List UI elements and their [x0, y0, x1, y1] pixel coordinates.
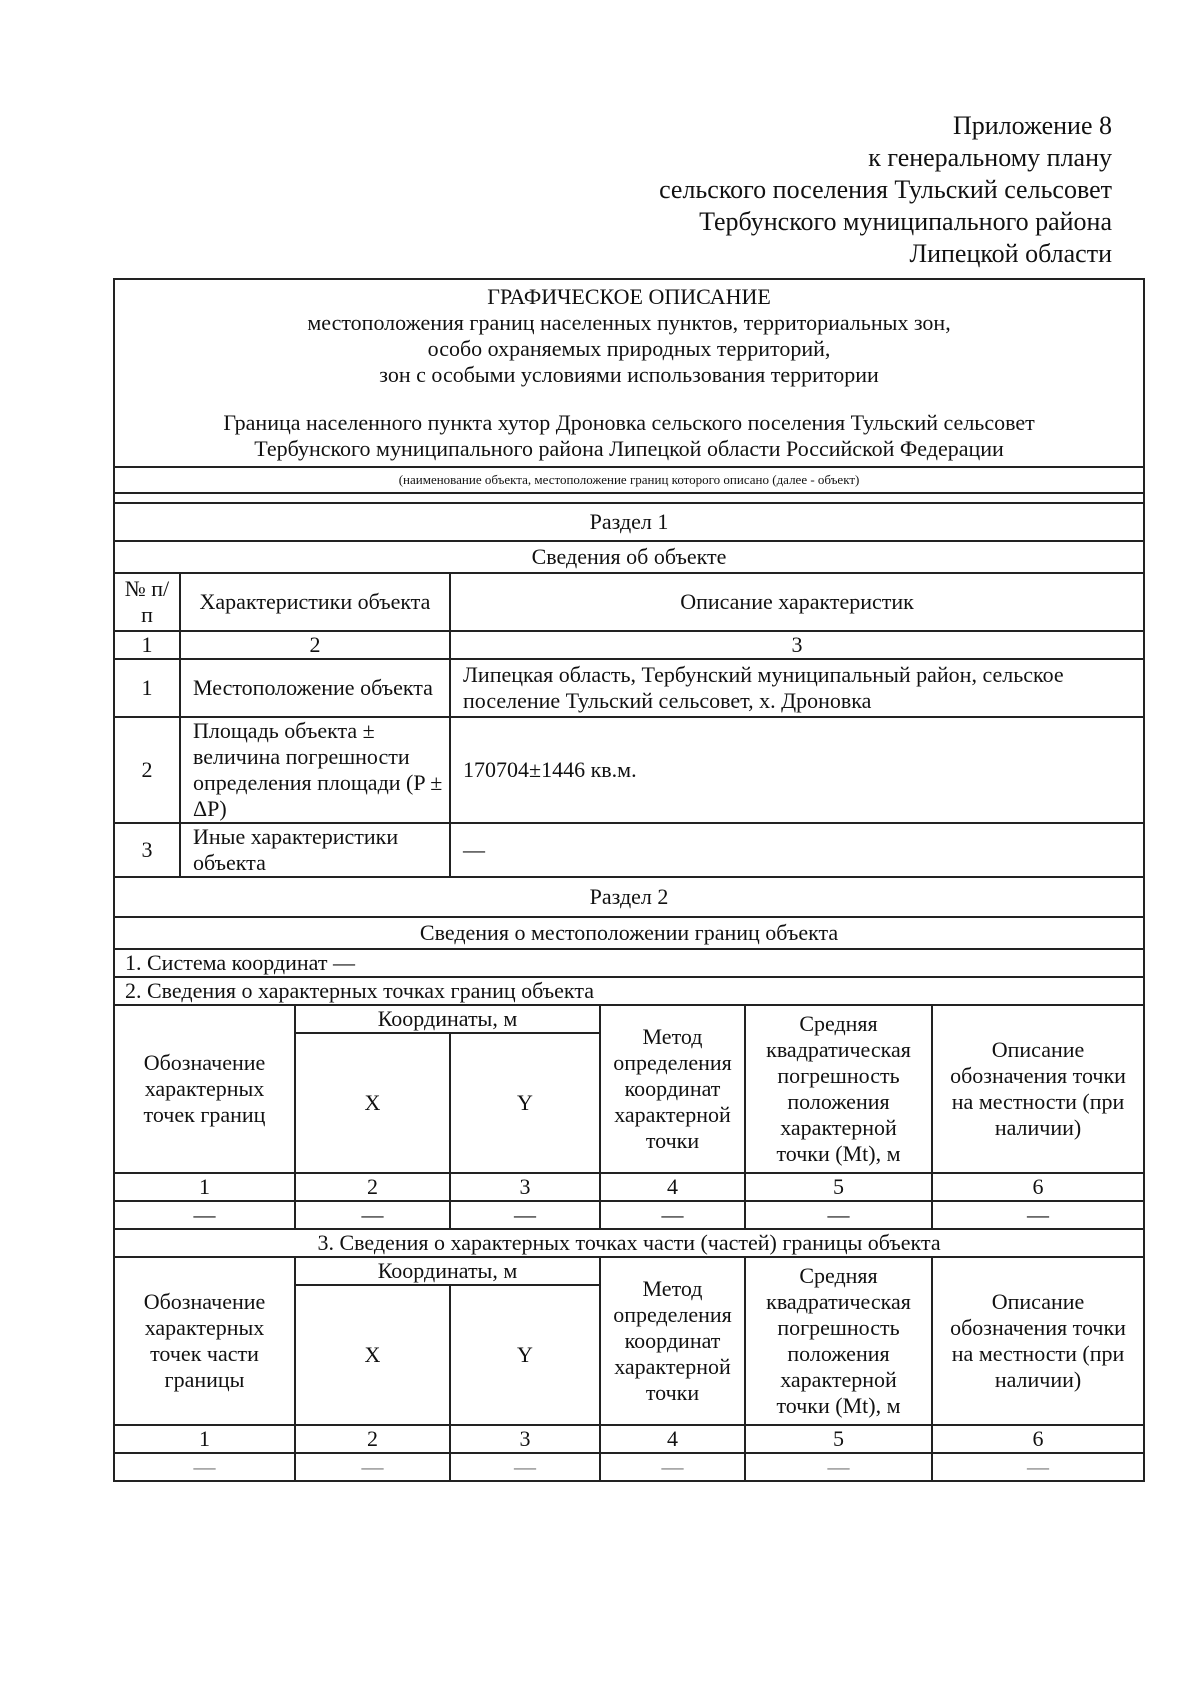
s1-header-num: № п/п [114, 573, 180, 631]
table-row [114, 659, 1144, 717]
row-value: — [450, 823, 1144, 877]
appendix-line: Тербунского муниципального района [699, 207, 1112, 236]
t2-h-desc: Описание обозначения точки на местности (при наличии) [932, 1257, 1144, 1425]
t1-cell: — [745, 1201, 932, 1229]
appendix-line: Приложение 8 [952, 111, 1112, 140]
t2-cell: — [295, 1453, 450, 1481]
appendix-line: сельского поселения Тульский сельсовет [659, 175, 1112, 204]
document-subtitle-line: местоположения границ населенных пунктов, территориальных зон, [307, 310, 951, 335]
t2-h-designation: Обозначение характерных точек части границы [114, 1257, 295, 1425]
coordinate-system: 1. Система координат — [114, 949, 1144, 977]
appendix-line: к генеральному плану [868, 143, 1112, 172]
s1-colnum: 2 [180, 631, 450, 659]
s1-colnum: 3 [450, 631, 1144, 659]
table-row [114, 823, 1144, 877]
t2-colnum: 1 [114, 1425, 295, 1453]
t1-colnum: 3 [450, 1173, 600, 1201]
t1-colnum: 6 [932, 1173, 1144, 1201]
document-subtitle-line: зон с особыми условиями использования территории [379, 362, 879, 387]
table-row [114, 1453, 1144, 1481]
section1-subtitle: Сведения об объекте [114, 541, 1144, 573]
t2-h-x: X [295, 1285, 450, 1425]
t2-h-error: Средняя квадратическая погрешность положения характерной точки (Mt), м [745, 1257, 932, 1425]
t2-colnum: 4 [600, 1425, 745, 1453]
points-title: 2. Сведения о характерных точках границ объекта [114, 977, 1144, 1005]
t1-cell: — [450, 1201, 600, 1229]
row-value: Липецкая область, Тербунский муниципальный район, сельское поселение Тульский сельсовет, х. Дроновка [450, 659, 1144, 717]
t2-cell: — [745, 1453, 932, 1481]
t1-colnum: 5 [745, 1173, 932, 1201]
t1-h-x: X [295, 1033, 450, 1173]
section1-title: Раздел 1 [114, 503, 1144, 541]
t2-cell: — [450, 1453, 600, 1481]
graphic-description-table [113, 278, 1145, 1482]
t1-h-desc: Описание обозначения точки на местности (при наличии) [932, 1005, 1144, 1173]
t2-colnum: 5 [745, 1425, 932, 1453]
row-num: 1 [114, 659, 180, 717]
t1-h-designation: Обозначение характерных точек границ [114, 1005, 295, 1173]
document-subtitle-line: особо охраняемых природных территорий, [427, 336, 831, 361]
row-num: 2 [114, 717, 180, 823]
t1-cell: — [114, 1201, 295, 1229]
section2-subtitle: Сведения о местоположении границ объекта [114, 917, 1144, 949]
section2-title: Раздел 2 [114, 877, 1144, 917]
appendix-line: Липецкой области [909, 239, 1112, 268]
object-caption: (наименование объекта, местоположение границ которого описано (далее - объект) [114, 467, 1144, 493]
t2-cell: — [932, 1453, 1144, 1481]
s1-colnum: 1 [114, 631, 180, 659]
t1-colnum: 2 [295, 1173, 450, 1201]
t1-h-error: Средняя квадратическая погрешность положения характерной точки (Mt), м [745, 1005, 932, 1173]
t2-colnum: 2 [295, 1425, 450, 1453]
object-name-line: Тербунского муниципального района Липецкой области Российской Федерации [254, 436, 1004, 461]
t1-h-method: Метод определения координат характерной точки [600, 1005, 745, 1173]
t1-colnum: 4 [600, 1173, 745, 1201]
t1-h-coords: Координаты, м [295, 1005, 600, 1033]
row-name: Местоположение объекта [180, 659, 450, 717]
document-header [114, 279, 1144, 467]
object-name-line: Граница населенного пункта хутор Дроновка сельского поселения Тульский сельсовет [223, 410, 1035, 435]
document-title: ГРАФИЧЕСКОЕ ОПИСАНИЕ [487, 284, 771, 309]
row-num: 3 [114, 823, 180, 877]
appendix-block [659, 110, 1112, 270]
t2-h-method: Метод определения координат характерной точки [600, 1257, 745, 1425]
t2-h-y: Y [450, 1285, 600, 1425]
t1-cell: — [295, 1201, 450, 1229]
row-value: 170704±1446 кв.м. [450, 717, 1144, 823]
row-name: Площадь объекта ± величина погрешности определения площади (P ± ΔP) [180, 717, 450, 823]
parts-title: 3. Сведения о характерных точках части (частей) границы объекта [114, 1229, 1144, 1257]
t2-colnum: 6 [932, 1425, 1144, 1453]
table-row [114, 717, 1144, 823]
spacer-row [114, 493, 1144, 503]
t2-colnum: 3 [450, 1425, 600, 1453]
t2-cell: — [114, 1453, 295, 1481]
s1-header-description: Описание характеристик [450, 573, 1144, 631]
t2-h-coords: Координаты, м [295, 1257, 600, 1285]
t1-cell: — [600, 1201, 745, 1229]
s1-header-characteristic: Характеристики объекта [180, 573, 450, 631]
t1-colnum: 1 [114, 1173, 295, 1201]
row-name: Иные характеристики объекта [180, 823, 450, 877]
t2-cell: — [600, 1453, 745, 1481]
t1-h-y: Y [450, 1033, 600, 1173]
t1-cell: — [932, 1201, 1144, 1229]
table-row [114, 1201, 1144, 1229]
